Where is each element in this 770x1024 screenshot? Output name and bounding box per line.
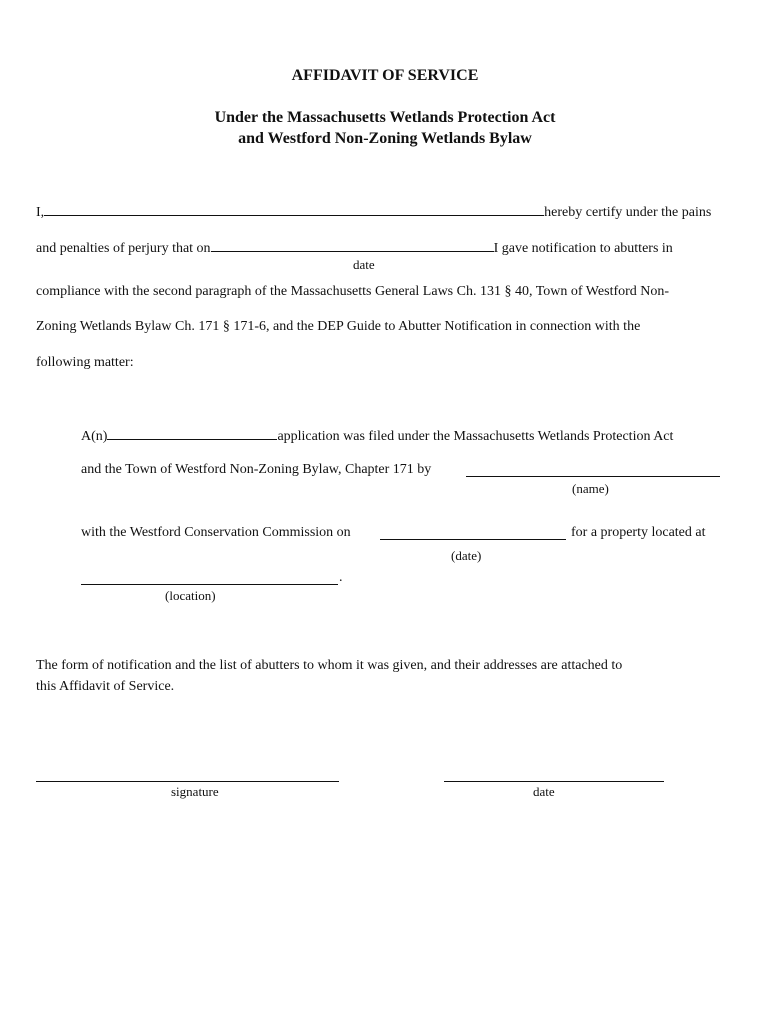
filed-by-line [81, 462, 431, 478]
bylaw-line: Zoning Wetlands Bylaw Ch. 171 § 171-6, and the DEP Guide to Abutter Notification in connection with the [36, 319, 641, 334]
signature-date-blank[interactable] [444, 781, 664, 782]
subtitle-line-1: Under the Massachusetts Wetlands Protection Act [214, 109, 556, 126]
compliance-line: compliance with the second paragraph of the Massachusetts General Laws Ch. 131 § 40, Town of Westford Non- [36, 284, 670, 299]
location-period: . [339, 570, 343, 585]
location-blank[interactable] [81, 584, 338, 585]
commission-line [81, 525, 351, 541]
document-title: AFFIDAVIT OF SERVICE [291, 67, 479, 84]
filing-date-blank[interactable] [380, 539, 566, 540]
following-matter-line: following matter: [36, 355, 134, 370]
certify-lead: I, [36, 205, 45, 220]
application-type-blank[interactable] [107, 427, 277, 440]
commission-lead: with the Westford Conservation Commission on [81, 525, 351, 540]
location-caption: (location) [165, 588, 216, 603]
notification-date-blank[interactable] [211, 239, 494, 252]
application-lead: A(n) [81, 429, 108, 444]
date-caption: date [353, 257, 375, 272]
application-tail: application was filed under the Massachusetts Wetlands Protection Act [277, 429, 674, 444]
name-blank[interactable] [44, 203, 544, 216]
property-located-text: for a property located at [571, 525, 706, 540]
closing-line-1: The form of notification and the list of abutters to whom it was given, and their addresses are attached to [36, 658, 623, 673]
name-caption: (name) [572, 481, 609, 496]
filed-by-lead: and the Town of Westford Non-Zoning Bylaw, Chapter 171 by [81, 462, 432, 477]
filing-date-caption: (date) [451, 548, 482, 563]
subtitle-line-2: and Westford Non-Zoning Wetlands Bylaw [238, 130, 532, 147]
signature-date-caption: date [533, 784, 555, 799]
signature-caption: signature [171, 784, 219, 799]
perjury-line [36, 239, 673, 257]
perjury-tail: I gave notification to abutters in [493, 241, 673, 256]
applicant-name-blank[interactable] [466, 476, 720, 477]
signature-blank[interactable] [36, 781, 339, 782]
closing-line-2: this Affidavit of Service. [36, 679, 175, 694]
certify-tail: hereby certify under the pains [544, 205, 712, 220]
perjury-lead: and penalties of perjury that on [36, 241, 211, 256]
certify-line [36, 203, 711, 221]
application-line [81, 427, 673, 445]
